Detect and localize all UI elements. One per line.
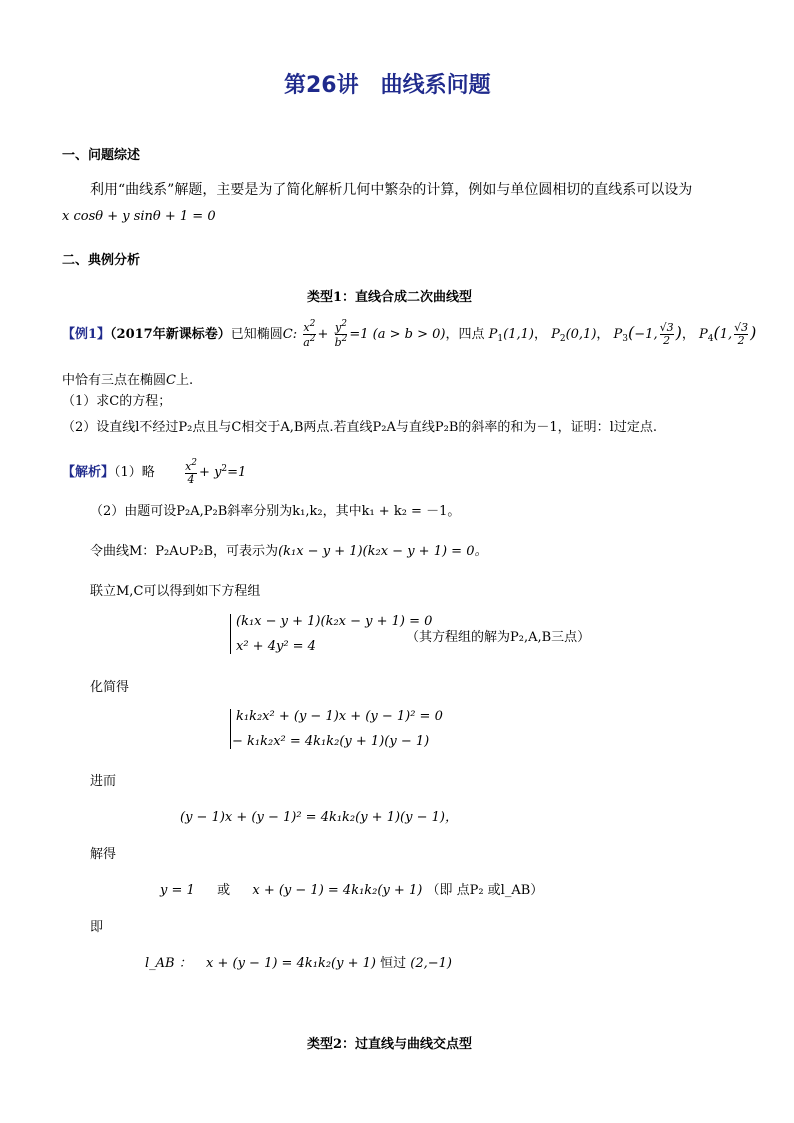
- example-stem-d: 上.: [175, 373, 194, 388]
- example-1-stem: 【例1】（2017年新课标卷）已知椭圆C: $\frac{x^2}{a^2}$ + $\frac{y^2}{b^2}$ =1 (a > b > 0)，四点 $P_1(1,1)$， $P_2(0,1)$， $P_3(-1$, $\frac{√3}{2}$ )， $P_4(1$, $\frac{√3}{2}$ ): [62, 318, 757, 349]
- equation-4: [160, 879, 543, 898]
- equation-4a: y = 1: [160, 883, 195, 898]
- fraction-y2-b2: $\frac{y^2}{b^2}$: [334, 318, 348, 349]
- system2-brace: [230, 709, 231, 749]
- solve-label: 解得: [90, 847, 117, 862]
- system2-line2: − k₁k₂x² = 4k₁k₂(y + 1)(y − 1): [232, 734, 430, 749]
- example-stem-b: ，四点: [445, 327, 485, 342]
- fixed-point-text: 恒过: [380, 956, 407, 971]
- ellipse-symbol: C: [282, 327, 293, 342]
- equation-4b: x + (y − 1) = 4k₁k₂(y + 1): [252, 883, 423, 898]
- solution-part2-a: （2）由题可设P₂A,P₂B斜率分别为k₁,k₂，其中k₁ + k₂ = －1。: [90, 504, 461, 519]
- type2-heading: 类型2：过直线与曲线交点型: [307, 1037, 473, 1052]
- page-title: 第26讲 曲线系问题: [284, 73, 491, 98]
- example-source: （2017年新课标卷）: [110, 327, 231, 342]
- solution-part2-b: [90, 540, 487, 559]
- type1-heading: 类型1：直线合成二次曲线型: [307, 290, 473, 305]
- ie-label: 即: [90, 920, 104, 935]
- fraction-x2-4: $\frac{x^2}{4}$: [185, 457, 198, 486]
- fixed-point: (2,−1): [410, 956, 452, 971]
- ellipse-symbol-2: C: [166, 373, 176, 388]
- equation-3: (y − 1)x + (y − 1)² = 4k₁k₂(y + 1)(y − 1)，: [180, 810, 458, 825]
- fraction-x2-a2: $\frac{x^2}{a^2}$: [303, 318, 316, 349]
- question-2: （2）设直线l不经过P₂点且与C相交于A,B两点.若直线P₂A与直线P₂B的斜率的和为－1，证明：l过定点.: [62, 420, 657, 435]
- system1-line2: x² + 4y² = 4: [236, 639, 316, 654]
- question-1: （1）求C的方程；: [62, 394, 172, 409]
- section-heading-overview: 一、问题综述: [62, 148, 141, 163]
- system1-line1: (k₁x − y + 1)(k₂x − y + 1) = 0: [236, 614, 433, 629]
- curve-m-text: 令曲线M：P₂A∪P₂B，可表示为: [90, 544, 279, 559]
- example-stem-a: 已知椭圆: [230, 327, 283, 342]
- example-label: 【例1】: [62, 327, 111, 342]
- example-stem-c: 中恰有三点在椭圆: [62, 373, 167, 388]
- solution-part1: 【解析】（1）略 $\frac{x^2}{4}$ + $y^2=1$: [62, 457, 247, 486]
- tangent-line-family-formula: x cosθ + y sinθ + 1 = 0: [62, 209, 216, 224]
- then-label: 进而: [90, 774, 117, 789]
- line-ab-equation: x + (y − 1) = 4k₁k₂(y + 1): [206, 956, 376, 971]
- curve-m-equation: (k₁x − y + 1)(k₂x − y + 1) = 0。: [278, 544, 488, 559]
- equation-4-note: （即 点P₂ 或l_AB）: [426, 883, 544, 898]
- equation-4-or: 或: [217, 883, 231, 898]
- overview-text: 利用“曲线系”解题，主要是为了简化解析几何中繁杂的计算，例如与单位圆相切的直线系可以设为: [90, 182, 693, 198]
- system2-line1: k₁k₂x² + (y − 1)x + (y − 1)² = 0: [236, 709, 443, 724]
- solution-part1-text: （1）略: [114, 465, 155, 480]
- section-heading-examples: 二、典例分析: [62, 253, 141, 268]
- example-1-stem-cont: [62, 369, 193, 388]
- system1-brace: [230, 614, 231, 654]
- line-ab-label: l_AB ：: [145, 956, 192, 971]
- simplify-label: 化简得: [90, 680, 130, 695]
- solution-part2-c: 联立M,C可以得到如下方程组: [90, 584, 261, 599]
- solution-label: 【解析】: [62, 465, 115, 480]
- system1-note: （其方程组的解为P₂,A,B三点）: [406, 630, 591, 645]
- equation-5: [145, 952, 452, 971]
